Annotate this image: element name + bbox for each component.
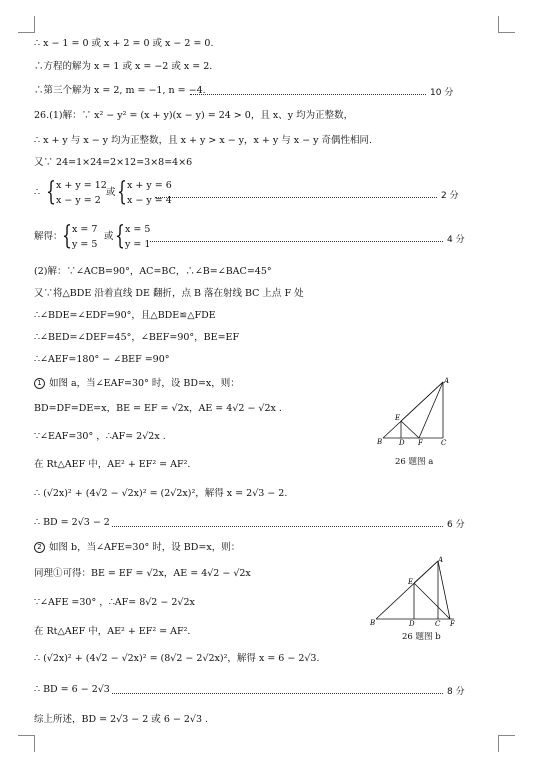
label-b: B <box>377 438 383 446</box>
score-leader <box>190 94 426 95</box>
label-c: C <box>435 620 441 628</box>
case-1-line-3: 在 Rt△AEF 中，AE² + EF² = AF². <box>34 459 191 470</box>
system-1a-eq2: x − y = 2 <box>56 195 101 206</box>
case-2-title <box>34 542 240 554</box>
figure-26a-caption: 26 题图 a <box>395 457 434 467</box>
case-2-badge: 2 <box>34 542 45 553</box>
score-2: 2 分 <box>441 191 459 201</box>
label-a: A <box>438 556 444 564</box>
or-word: 或 <box>106 187 116 198</box>
system-1a-eq1: x + y = 12 <box>56 180 107 191</box>
final-conclusion: 综上所述，BD = 2√3 − 2 或 6 − 2√3 . <box>34 714 209 725</box>
case-1-line-4: ∴ (√2x)² + (4√2 − √2x)² = (2√2x)²，解得 x = 2√3 − 2. <box>34 488 288 499</box>
case-2-line-3: 在 Rt△AEF 中，AE² + EF² = AF². <box>34 626 191 637</box>
case-2-line-5: ∴ BD = 6 − 2√3 <box>34 684 110 695</box>
q26-intro: 26.(1)解：∵ x² − y² = (x + y)(x − y) = 24 > 0，且 x、y 均为正整数， <box>34 110 354 121</box>
crop-mark-bottom-left <box>18 735 35 752</box>
equation-system-1 <box>34 177 454 210</box>
crop-mark-top-left <box>18 16 35 33</box>
q25-line-3: ∴第三个解为 x = 2, m = −1, n = −4. <box>34 85 206 96</box>
system-2b-eq1: x = 5 <box>125 224 151 235</box>
label-a: A <box>444 377 450 385</box>
figure-26a <box>375 375 455 447</box>
q26-angle-aef: ∴∠AEF=180° − ∠BEF =90° <box>34 354 170 365</box>
score-leader <box>112 526 443 527</box>
q25-line-1: ∴ x − 1 = 0 或 x + 2 = 0 或 x − 2 = 0. <box>34 38 214 49</box>
label-d: D <box>399 439 405 447</box>
label-e: E <box>408 578 414 586</box>
case-1-badge: 1 <box>34 378 45 389</box>
figure-26b <box>368 553 460 628</box>
score-leader <box>150 241 443 242</box>
case-1-line-5: ∴ BD = 2√3 − 2 <box>34 517 110 528</box>
score-4: 4 分 <box>447 235 465 245</box>
brace-left: { <box>46 177 56 207</box>
case-1-line-2: ∵∠EAF=30° ，∴AF= 2√2x . <box>34 431 166 442</box>
score-8: 8 分 <box>447 687 465 697</box>
q26-factorization: 又∵ 24=1×24=2×12=3×8=4×6 <box>34 157 193 168</box>
system-1b-eq1: x + y = 6 <box>127 180 172 191</box>
case-1-line-1: BD=DF=DE=x，BE = EF = √2x，AE = 4√2 − √2x . <box>34 403 282 414</box>
brace-left: { <box>62 221 72 251</box>
q26-congruence: ∴∠BDE=∠EDF=90°，且△BDE≌△FDE <box>34 310 216 321</box>
q26-angle-bef: ∴∠BED=∠DEF=45°，∠BEF=90°，BE=EF <box>34 332 240 343</box>
or-word: 或 <box>104 231 114 242</box>
case-1-title-text: 如图 a，当∠EAF=30° 时，设 BD=x，则： <box>49 378 240 389</box>
q26-part2-intro: (2)解：∵∠ACB=90°，AC=BC，∴∠B=∠BAC=45° <box>34 266 272 277</box>
brace-left: { <box>117 177 127 207</box>
system-2a-eq2: y = 5 <box>72 239 98 250</box>
score-10: 10 分 <box>430 88 454 98</box>
score-leader <box>155 197 437 198</box>
label-e: E <box>395 414 401 422</box>
therefore-symbol: ∴ <box>34 187 41 198</box>
q25-line-2: ∴方程的解为 x = 1 或 x = −2 或 x = 2. <box>34 61 213 72</box>
brace-left: { <box>115 221 125 251</box>
crop-mark-bottom-right <box>498 735 515 752</box>
equation-system-2 <box>34 221 454 254</box>
q26-parity: ∴ x + y 与 x − y 均为正整数，且 x + y > x − y，x + y 与 x − y 奇偶性相同. <box>34 135 373 146</box>
case-2-line-2: ∵∠AFE =30° ，∴AF= 8√2 − 2√2x <box>34 597 195 608</box>
label-d: D <box>409 620 415 628</box>
crop-mark-top-right <box>498 16 515 33</box>
score-6: 6 分 <box>447 520 465 530</box>
figure-26b-caption: 26 题图 b <box>402 632 441 642</box>
solve-label: 解得： <box>34 231 63 242</box>
label-c: C <box>441 439 447 447</box>
label-b: B <box>370 619 376 627</box>
case-2-line-4: ∴ (√2x)² + (4√2 − √2x)² = (8√2 − 2√2x)²，解得 x = 6 − 2√3. <box>34 653 320 664</box>
system-2b-eq2: y = 1 <box>125 239 151 250</box>
label-f: F <box>418 439 423 447</box>
system-1b-eq2: x − y = 4 <box>127 195 172 206</box>
score-leader <box>112 693 443 694</box>
label-f: F <box>450 620 455 628</box>
q26-fold-statement: 又∵将△BDE 沿着直线 DE 翻折，点 B 落在射线 BC 上点 F 处 <box>34 288 304 299</box>
case-1-title <box>34 378 240 390</box>
system-2a-eq1: x = 7 <box>72 224 98 235</box>
case-2-title-text: 如图 b，当∠AFE=30° 时，设 BD=x，则： <box>49 542 241 553</box>
case-2-line-1: 同理①可得：BE = EF = √2x，AE = 4√2 − √2x <box>34 568 251 579</box>
